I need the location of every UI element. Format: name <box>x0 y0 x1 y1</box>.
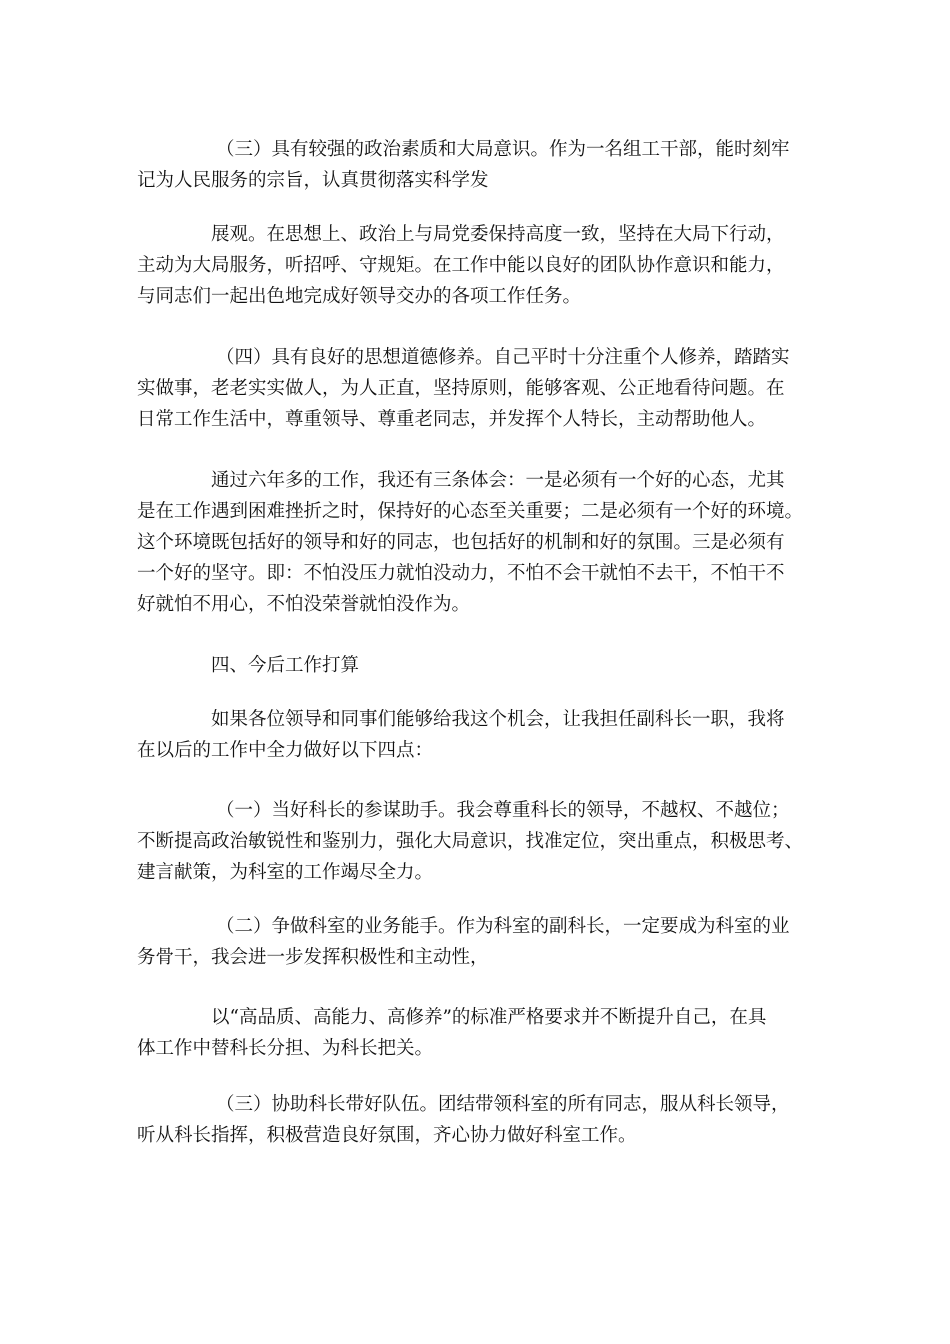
text-line: 如果各位领导和同事们能够给我这个机会，让我担任副科长一职，我将 <box>211 709 785 730</box>
paragraph-experience <box>137 465 827 620</box>
paragraph-development-view <box>137 219 827 312</box>
text-line: （一）当好科长的参谋助手。我会尊重科长的领导，不越权、不越位； <box>216 800 790 821</box>
text-line: 实做事，老老实实做人，为人正直，坚持原则，能够客观、公正地看待问题。在 <box>137 378 785 399</box>
text-line: 体工作中替科长分担、为科长把关。 <box>137 1038 434 1059</box>
paragraph-moral-cultivation <box>137 342 827 435</box>
section-heading-future-plan <box>137 650 827 681</box>
text-line: （二）争做科室的业务能手。作为科室的副科长，一定要成为科室的业 <box>216 916 790 937</box>
text-line: 记为人民服务的宗旨，认真贯彻落实科学发 <box>137 170 489 191</box>
text-line: 通过六年多的工作，我还有三条体会：一是必须有一个好的心态，尤其 <box>211 470 785 491</box>
text-line: 在以后的工作中全力做好以下四点： <box>137 740 434 761</box>
paragraph-advisor <box>137 795 827 888</box>
text-line: 这个环境既包括好的领导和好的同志，也包括好的机制和好的氛围。三是必须有 <box>137 532 785 553</box>
text-line: （三）具有较强的政治素质和大局意识。作为一名组工干部，能时刻牢 <box>216 139 790 160</box>
text-line: 与同志们一起出色地完成好领导交办的各项工作任务。 <box>137 286 582 307</box>
text-line: 听从科长指挥，积极营造良好氛围，齐心协力做好科室工作。 <box>137 1125 637 1146</box>
text-line: 日常工作生活中，尊重领导、尊重老同志，并发挥个人特长，主动帮助他人。 <box>137 409 767 430</box>
text-line: （三）协助科长带好队伍。团结带领科室的所有同志，服从科长领导， <box>216 1094 790 1115</box>
paragraph-standards <box>137 1002 827 1064</box>
text-line: 展观。在思想上、政治上与局党委保持高度一致，坚持在大局下行动， <box>211 224 785 245</box>
text-line: 务骨干，我会进一步发挥积极性和主动性， <box>137 947 489 968</box>
text-line: 是在工作遇到困难挫折之时，保持好的心态至关重要；二是必须有一个好的环境。 <box>137 501 804 522</box>
text-line: （四）具有良好的思想道德修养。自己平时十分注重个人修养，踏踏实 <box>216 347 790 368</box>
text-line: 不断提高政治敏锐性和鉴别力，强化大局意识，找准定位，突出重点，积极思考、 <box>137 831 804 852</box>
text-line: 好就怕不用心，不怕没荣誉就怕没作为。 <box>137 594 471 615</box>
paragraph-political-quality <box>137 134 827 196</box>
paragraph-team-support <box>137 1089 827 1151</box>
paragraph-opportunity <box>137 704 827 766</box>
text-line: 以“高品质、高能力、高修养”的标准严格要求并不断提升自己，在具 <box>211 1007 767 1028</box>
text-line: 一个好的坚守。即：不怕没压力就怕没动力，不怕不会干就怕不去干，不怕干不 <box>137 563 785 584</box>
section-heading-text: 四、今后工作打算 <box>211 655 360 676</box>
paragraph-business-expert <box>137 911 827 973</box>
text-line: 主动为大局服务，听招呼、守规矩。在工作中能以良好的团队协作意识和能力， <box>137 255 785 276</box>
text-line: 建言献策，为科室的工作竭尽全力。 <box>137 862 434 883</box>
